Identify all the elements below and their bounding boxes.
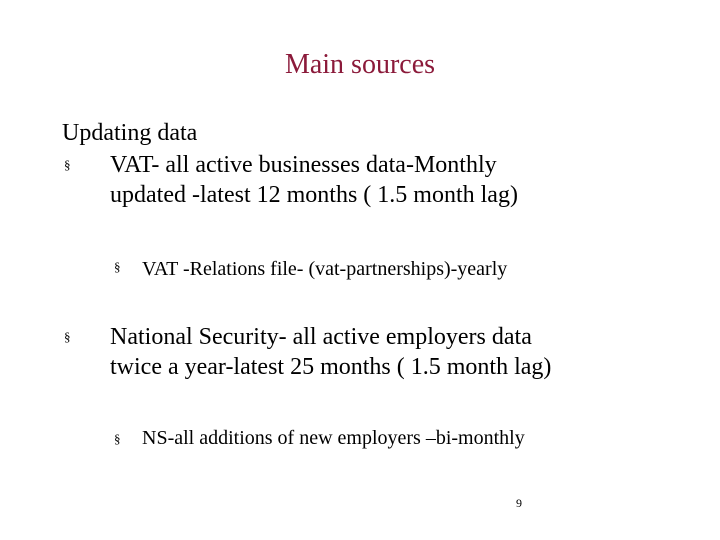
bullet-icon: § bbox=[64, 157, 71, 172]
bullet-line: National Security- all active employers data bbox=[110, 324, 532, 350]
bullet-line: updated -latest 12 months ( 1.5 month lag) bbox=[110, 182, 518, 208]
bullet-line: twice a year-latest 25 months ( 1.5 month lag) bbox=[110, 354, 552, 380]
sub-bullet-ns-additions: NS-all additions of new employers –bi-monthly bbox=[142, 427, 525, 449]
sub-bullet-icon: § bbox=[114, 259, 121, 274]
sub-bullet-vat-relations: VAT -Relations file- (vat-partnerships)-yearly bbox=[142, 258, 508, 280]
section-heading: Updating data bbox=[62, 120, 198, 146]
bullet-icon: § bbox=[64, 329, 71, 344]
page-number: 9 bbox=[516, 496, 522, 510]
slide-title: Main sources bbox=[284, 49, 436, 80]
bullet-item-national-security bbox=[110, 322, 670, 382]
sub-bullet-icon: § bbox=[114, 431, 121, 446]
bullet-item-vat bbox=[110, 150, 670, 210]
bullet-line: VAT- all active businesses data-Monthly bbox=[110, 152, 497, 178]
